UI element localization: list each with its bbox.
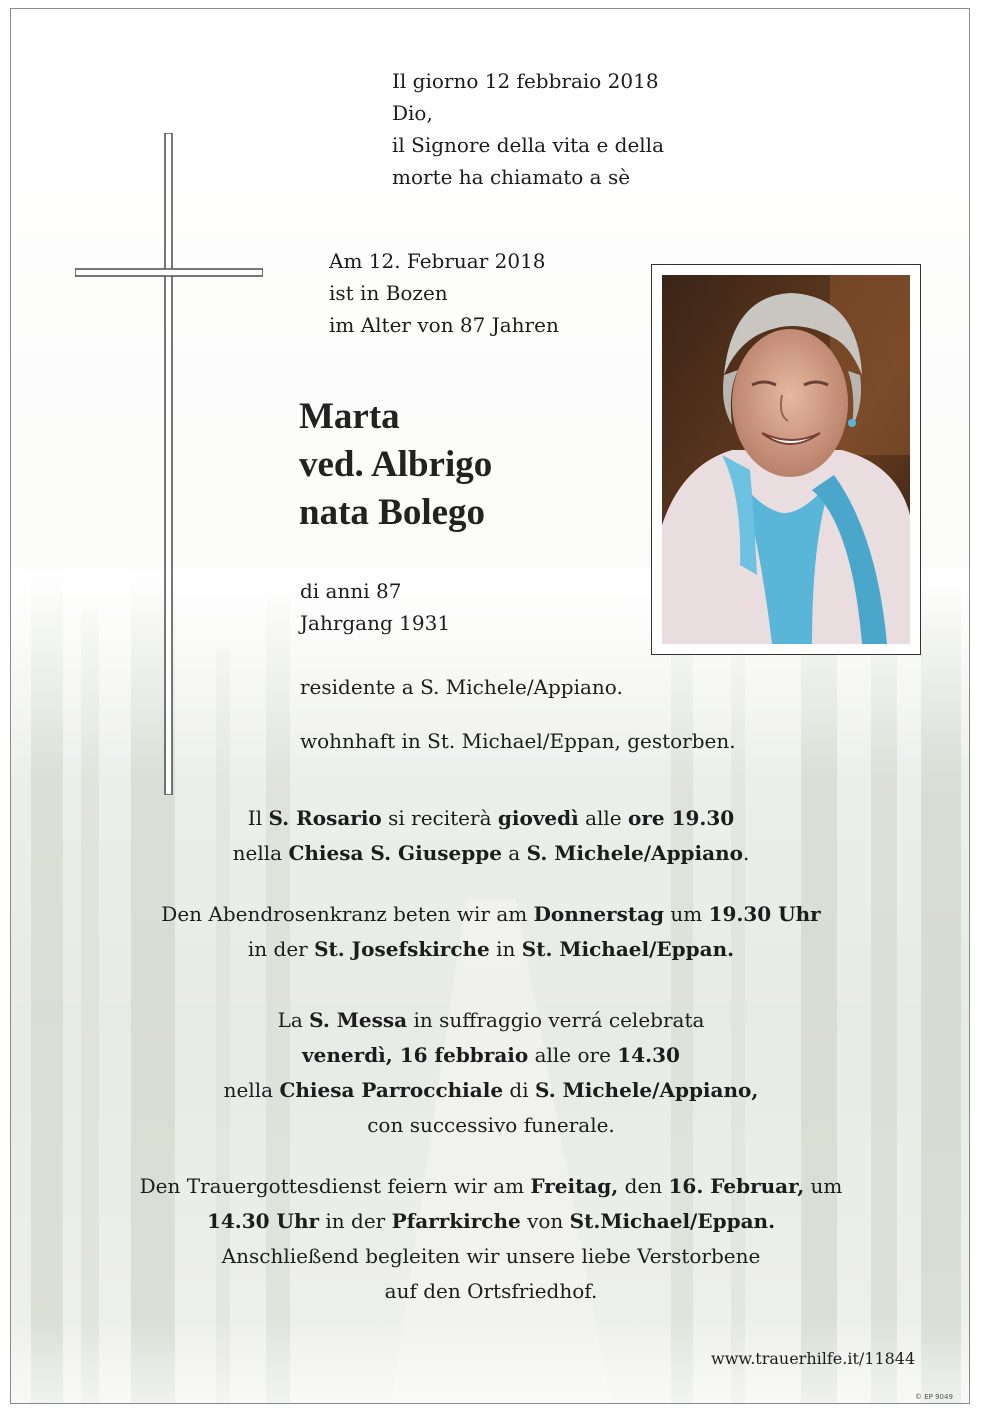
mass-de-line2 — [11, 1204, 970, 1239]
deceased-name — [299, 393, 492, 537]
mass-de-line3: Anschließend begleiten wir unsere liebe Verstorbene — [221, 1244, 761, 1268]
mass-it-line1 — [11, 1003, 970, 1038]
text-bold: S. Rosario — [268, 806, 382, 830]
text: nella — [223, 1078, 280, 1102]
age-it: di anni 87 — [300, 579, 402, 603]
residence-it: residente a S. Michele/Appiano. — [300, 675, 623, 699]
text-bold: Chiesa S. Giuseppe — [288, 841, 502, 865]
rosary-it — [11, 801, 970, 871]
text: nella — [232, 841, 289, 865]
mass-de-line4: auf den Ortsfriedhof. — [384, 1279, 598, 1303]
mass-de — [11, 1169, 970, 1309]
text: . — [742, 841, 750, 865]
intro-de — [329, 245, 559, 341]
cross-icon — [75, 133, 263, 795]
text-bold: St. Josefskirche — [314, 937, 490, 961]
text: in der — [319, 1209, 392, 1233]
intro-de-line: Am 12. Februar 2018 — [329, 249, 546, 273]
text-bold: 19.30 Uhr — [708, 902, 821, 926]
text: alle ore — [528, 1043, 618, 1067]
text: um — [804, 1174, 843, 1198]
rosary-de-line2 — [11, 932, 970, 967]
mass-it-line4: con successivo funerale. — [367, 1113, 615, 1137]
text-bold: 14.30 Uhr — [206, 1209, 320, 1233]
text-bold: 14.30 — [617, 1043, 680, 1067]
text-bold: Chiesa Parrocchiale — [279, 1078, 504, 1102]
text: in suffraggio verrá celebrata — [407, 1008, 705, 1032]
intro-de-line: ist in Bozen — [329, 281, 448, 305]
rosary-it-line1 — [11, 801, 970, 836]
text: von — [520, 1209, 570, 1233]
portrait-photo — [662, 275, 910, 644]
text: si reciterà — [381, 806, 498, 830]
text: Il — [247, 806, 269, 830]
text-bold: giovedì — [497, 806, 579, 830]
footer-url[interactable]: www.trauerhilfe.it/11844 — [711, 1349, 916, 1368]
mass-it — [11, 1003, 970, 1143]
name-first: Marta — [299, 396, 400, 437]
name-born: nata Bolego — [299, 492, 486, 533]
age-block — [300, 575, 450, 639]
intro-it — [392, 65, 664, 193]
text-bold: S. Michele/Appiano, — [534, 1078, 759, 1102]
text-bold: Freitag, — [530, 1174, 619, 1198]
text-bold: St. Michael/Eppan. — [521, 937, 735, 961]
text: den — [618, 1174, 669, 1198]
rosary-de — [11, 897, 970, 967]
text-bold: St.Michael/Eppan. — [569, 1209, 776, 1233]
text-bold: S. Messa — [309, 1008, 408, 1032]
rosary-it-line2 — [11, 836, 970, 871]
mass-de-line1 — [11, 1169, 970, 1204]
text-bold: ore 19.30 — [628, 806, 735, 830]
text-bold: venerdì, 16 febbraio — [302, 1043, 529, 1067]
text-bold: Pfarrkirche — [391, 1209, 521, 1233]
intro-de-line: im Alter von 87 Jahren — [329, 313, 559, 337]
text: in — [489, 937, 522, 961]
birth-year-de: Jahrgang 1931 — [300, 611, 451, 635]
rosary-de-line1 — [11, 897, 970, 932]
portrait-frame — [651, 264, 921, 655]
name-married: ved. Albrigo — [299, 444, 493, 485]
text-bold: 16. Februar, — [668, 1174, 805, 1198]
text: La — [277, 1008, 310, 1032]
text: Den Trauergottesdienst feiern wir am — [139, 1174, 531, 1198]
mass-it-line3 — [11, 1073, 970, 1108]
text: in der — [247, 937, 315, 961]
footer-code: © EP 9049 — [915, 1393, 953, 1401]
obituary-card — [10, 8, 970, 1404]
text: di — [503, 1078, 535, 1102]
text: a — [501, 841, 527, 865]
text: Den Abendrosenkranz beten wir am — [161, 902, 534, 926]
residence-de: wohnhaft in St. Michael/Eppan, gestorben. — [300, 729, 736, 753]
intro-it-line: Dio, — [392, 101, 433, 125]
intro-it-line: Il giorno 12 febbraio 2018 — [392, 69, 659, 93]
text-bold: Donnerstag — [533, 902, 665, 926]
text-bold: S. Michele/Appiano — [526, 841, 743, 865]
intro-it-line: il Signore della vita e della — [392, 133, 665, 157]
mass-it-line2 — [11, 1038, 970, 1073]
intro-it-line: morte ha chiamato a sè — [392, 165, 631, 189]
text: um — [664, 902, 709, 926]
text: alle — [578, 806, 628, 830]
